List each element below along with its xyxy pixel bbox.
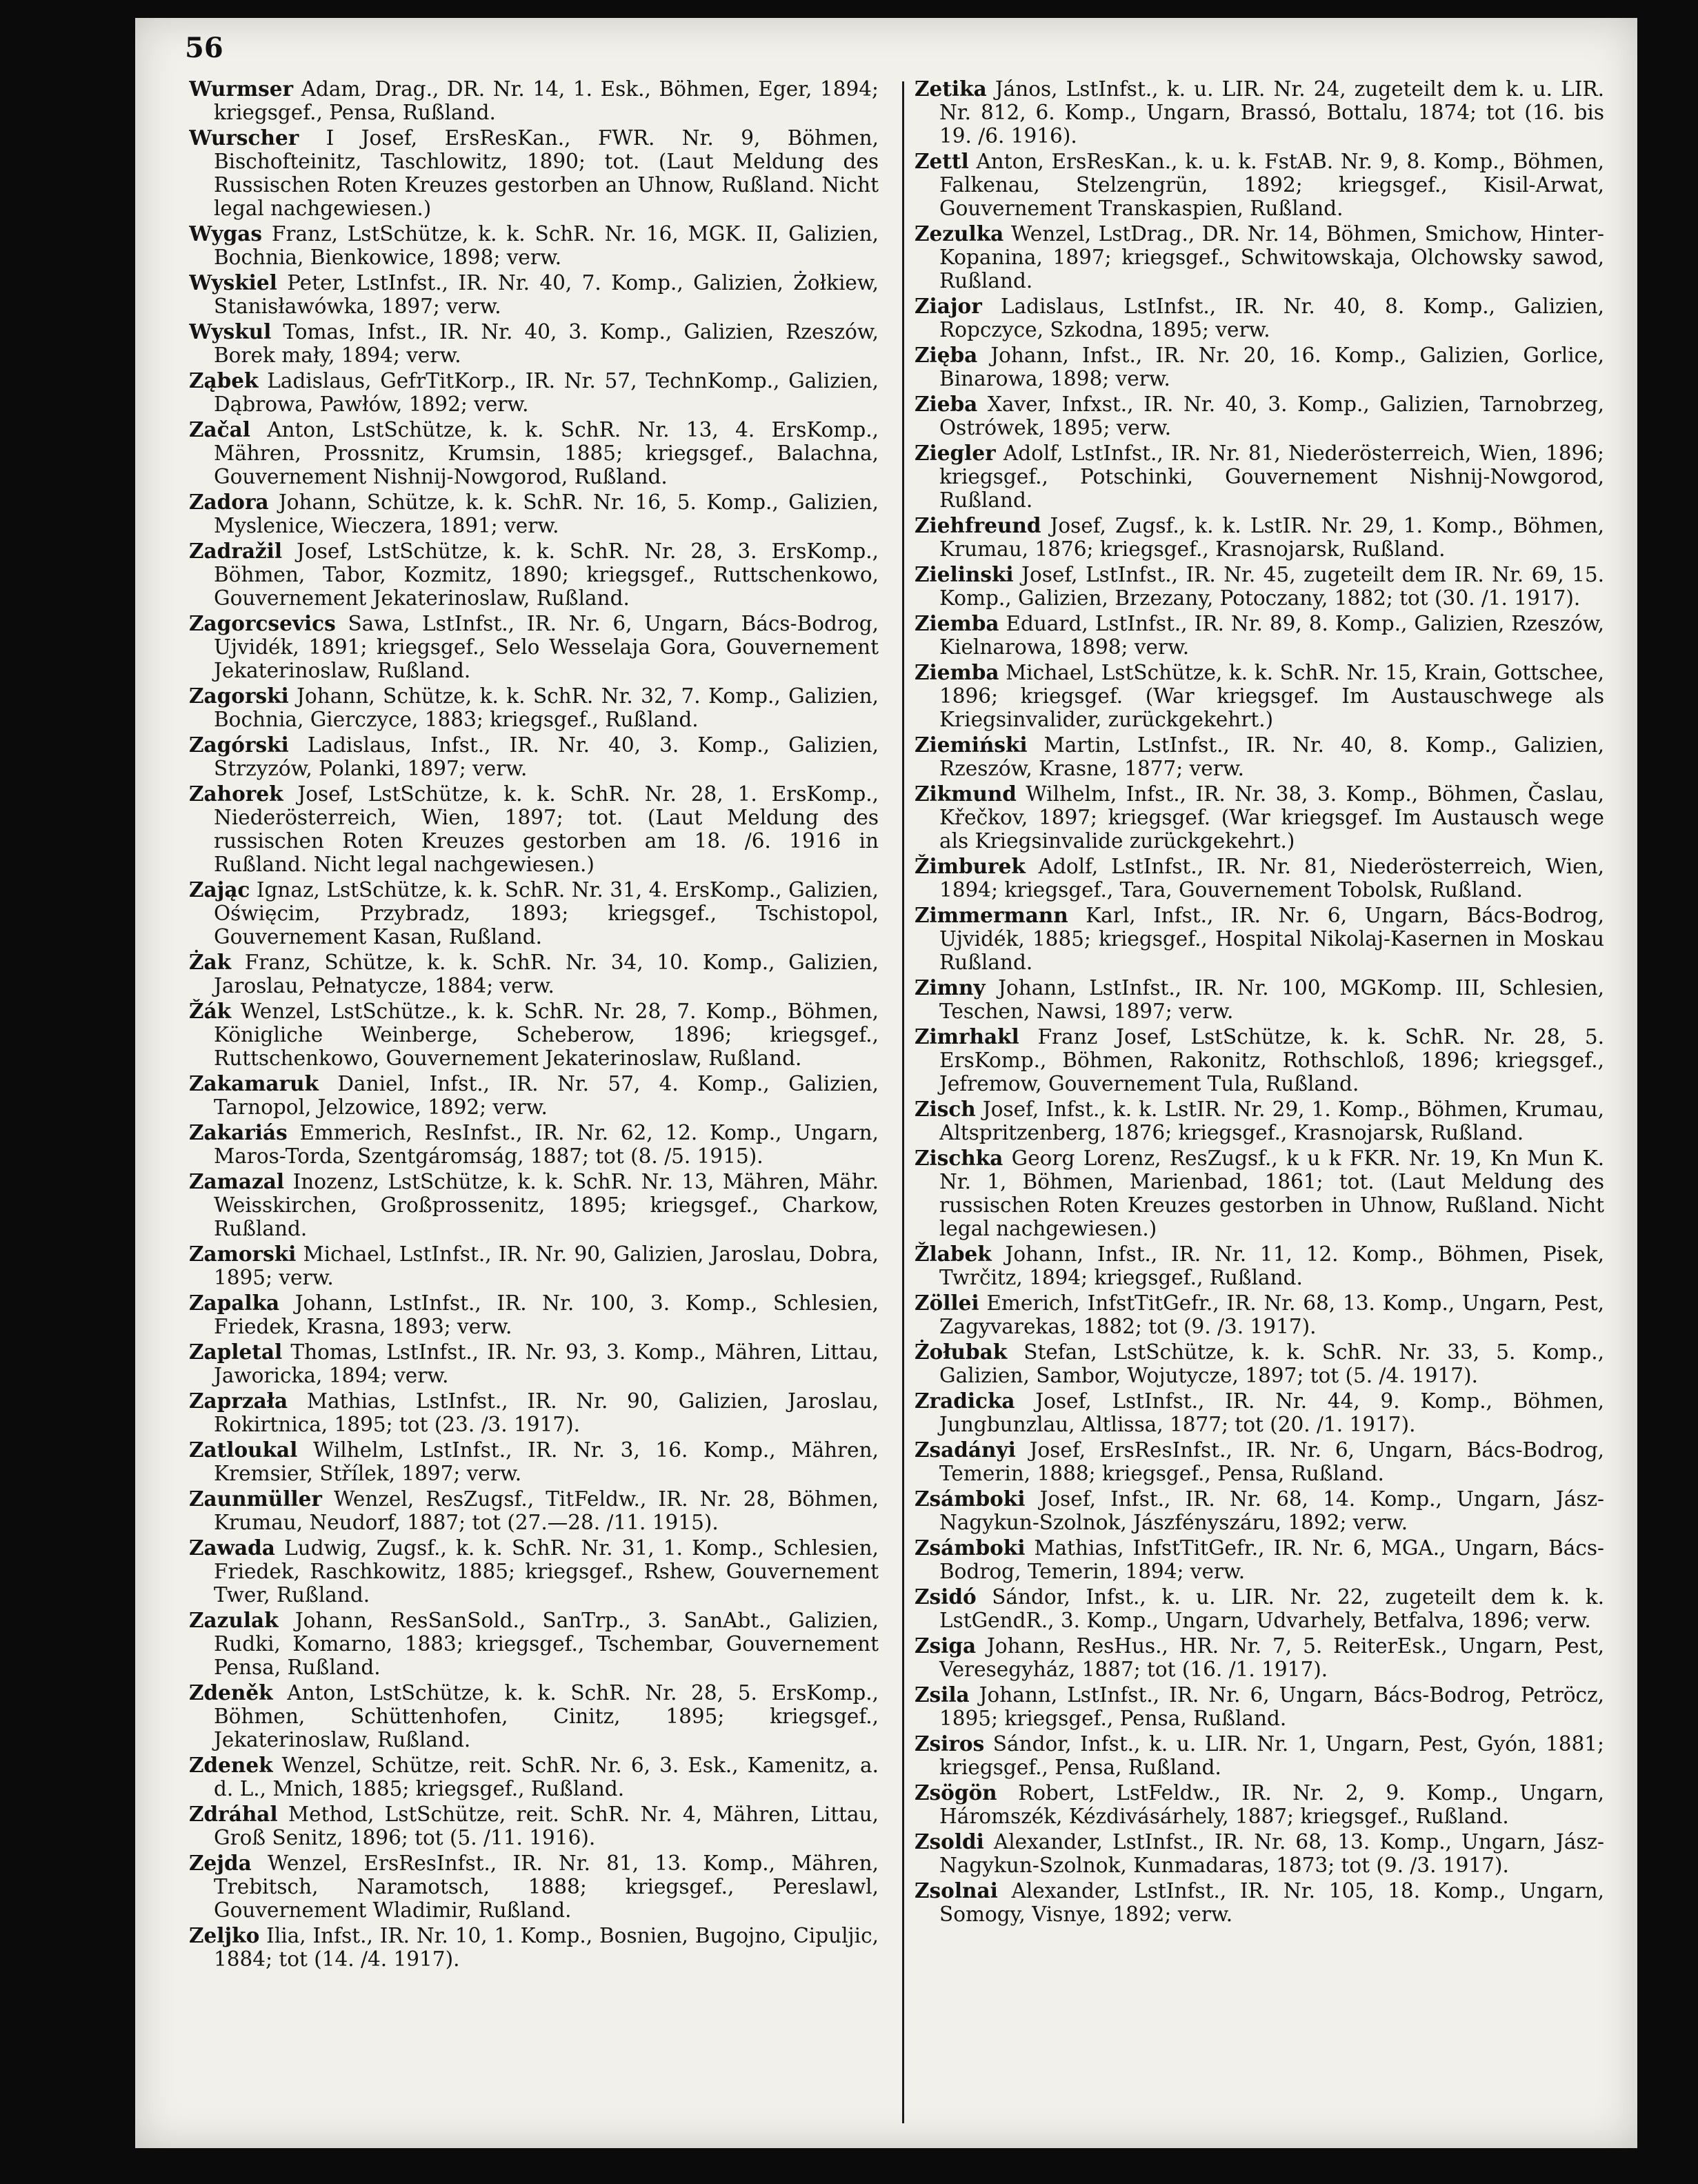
entry-details: Josef, LstSchütze, k. k. SchR. Nr. 28, 3. ErsKomp., Böhmen, Tabor, Kozmitz, 1890; kriegsgef., Ruttschenkowo, Gouvernement Jekaterinoslaw, Rußland. [214, 539, 879, 610]
entry-details: Robert, LstFeldw., IR. Nr. 2, 9. Komp., Ungarn, Háromszék, Kézdivásárhely, 1887; kriegsgef., Rußland. [939, 1781, 1604, 1828]
entry-surname: Zsila [915, 1682, 970, 1707]
entry-surname: Ziemba [915, 611, 999, 635]
register-entry [189, 77, 879, 124]
register-entry [189, 1681, 879, 1751]
entry-surname: Zsámboki [915, 1536, 1026, 1560]
entry-surname: Żak [189, 950, 232, 974]
register-entry [189, 612, 879, 682]
entry-details: Adolf, LstInfst., IR. Nr. 81, Niederösterreich, Wien, 1894; kriegsgef., Tara, Gouvernement Tobolsk, Rußland. [939, 855, 1604, 902]
entry-surname: Zejda [189, 1851, 252, 1875]
entry-details: Inozenz, LstSchütze, k. k. SchR. Nr. 13, Mähren, Mähr. Weisskirchen, Großprossenitz, 1895; kriegsgef., Charkow, Rußland. [214, 1170, 879, 1240]
entry-details: Sawa, LstInfst., IR. Nr. 6, Ungarn, Bács-Bodrog, Ujvidék, 1891; kriegsgef., Selo Wesselaja Gora, Gouvernement Jekaterinoslaw, Rußland. [214, 612, 879, 682]
register-entry [189, 418, 879, 488]
entry-details: Stefan, LstSchütze, k. k. SchR. Nr. 33, 5. Komp., Galizien, Sambor, Wojutycze, 1897; tot (5. /4. 1917). [939, 1340, 1604, 1387]
register-entry [915, 1025, 1604, 1095]
entry-surname: Zdeněk [189, 1680, 273, 1705]
entry-surname: Zaprzała [189, 1389, 288, 1413]
entry-surname: Wyskiel [189, 270, 277, 295]
entry-details: Emerich, InfstTitGefr., IR. Nr. 68, 13. Komp., Ungarn, Pest, Zagyvarekas, 1882; tot (9. /3. 1917). [939, 1291, 1604, 1338]
register-entry [189, 1340, 879, 1387]
entry-surname: Ziemiński [915, 733, 1028, 757]
entry-surname: Zamazal [189, 1169, 285, 1193]
register-entry [915, 514, 1604, 561]
register-entry [915, 1146, 1604, 1240]
register-entry [189, 1170, 879, 1240]
entry-surname: Žák [189, 999, 232, 1023]
entry-surname: Zsögön [915, 1780, 997, 1805]
entry-surname: Zsidó [915, 1585, 977, 1609]
entry-surname: Zawada [189, 1536, 275, 1560]
register-entry [189, 222, 879, 269]
entry-details: Johann, Infst., IR. Nr. 11, 12. Komp., Böhmen, Pisek, Twrčitz, 1894; kriegsgef., Rußland. [939, 1242, 1604, 1289]
register-entry [915, 904, 1604, 974]
entry-details: Karl, Infst., IR. Nr. 6, Ungarn, Bács-Bodrog, Ujvidék, 1885; kriegsgef., Hospital Nikolaj-Kasernen in Moskau Rußland. [939, 904, 1604, 974]
entry-details: Johann, LstInfst., IR. Nr. 100, 3. Komp., Schlesien, Friedek, Krasna, 1893; verw. [214, 1291, 879, 1338]
entry-surname: Zradicka [915, 1389, 1015, 1413]
entry-details: Georg Lorenz, ResZugsf., k u k FKR. Nr. 19, Kn Mun K. Nr. 1, Böhmen, Marienbad, 1861; tot. (Laut Meldung des russischen Roten Kreuzes gestorben in Uhnow, Rußland. Nicht legal nachgewiesen.) [939, 1146, 1604, 1240]
register-entry [189, 878, 879, 949]
register-entry [189, 271, 879, 318]
entry-surname: Ząbek [189, 368, 259, 393]
register-entry [915, 855, 1604, 902]
left-column [189, 77, 879, 2140]
entry-details: Thomas, LstInfst., IR. Nr. 93, 3. Komp., Mähren, Littau, Jaworicka, 1894; verw. [214, 1340, 879, 1387]
entry-surname: Zielinski [915, 562, 1014, 586]
register-entry [189, 1389, 879, 1436]
entry-surname: Zahorek [189, 782, 283, 806]
entry-surname: Zaunmüller [189, 1487, 322, 1511]
entry-surname: Żołubak [915, 1340, 1008, 1364]
entry-surname: Wurmser [189, 77, 294, 101]
register-entry [915, 1781, 1604, 1828]
entry-details: Sándor, Infst., k. u. LIR. Nr. 1, Ungarn, Pest, Gyón, 1881; kriegsgef., Pensa, Rußland. [939, 1732, 1604, 1779]
register-entry [915, 1340, 1604, 1387]
entry-details: Josef, LstInfst., IR. Nr. 44, 9. Komp., Böhmen, Jungbunzlau, Altlissa, 1877; tot (20. /1. 1917). [939, 1389, 1604, 1436]
register-entry [915, 563, 1604, 610]
entry-surname: Zadora [189, 490, 269, 514]
entry-details: Alexander, LstInfst., IR. Nr. 105, 18. Komp., Ungarn, Somogy, Visnye, 1892; verw. [939, 1879, 1604, 1926]
entry-surname: Zettl [915, 149, 969, 173]
entry-surname: Zsadányi [915, 1438, 1016, 1462]
register-entry [189, 951, 879, 997]
register-entry [189, 1609, 879, 1679]
entry-surname: Zimny [915, 975, 986, 1000]
entry-surname: Zapletal [189, 1340, 283, 1364]
entry-surname: Zając [189, 877, 250, 902]
entry-details: Anton, ErsResKan., k. u. k. FstAB. Nr. 9, 8. Komp., Böhmen, Falkenau, Stelzengrün, 1892; kriegsgef., Kisil-Arwat, Gouvernement Transkaspien, Rußland. [939, 150, 1604, 220]
entry-surname: Zapalka [189, 1291, 280, 1315]
entry-surname: Zisch [915, 1097, 976, 1121]
register-entry [915, 976, 1604, 1023]
entry-surname: Zsiros [915, 1731, 985, 1756]
register-entry [915, 1291, 1604, 1338]
entry-surname: Zadražil [189, 539, 283, 563]
register-entry [915, 393, 1604, 439]
entry-details: Ladislaus, GefrTitKorp., IR. Nr. 57, TechnKomp., Galizien, Dąbrowa, Pawłów, 1892; verw. [214, 369, 879, 416]
entry-surname: Zakariás [189, 1120, 288, 1144]
entry-details: Johann, Schütze, k. k. SchR. Nr. 32, 7. Komp., Galizien, Bochnia, Gierczyce, 1883; kriegsgef., Rußland. [214, 684, 879, 731]
register-entry [189, 1924, 879, 1971]
entry-surname: Zetika [915, 77, 987, 101]
entry-details: Wenzel, Schütze, reit. SchR. Nr. 6, 3. Esk., Kamenitz, a. d. L., Mnich, 1885; kriegsgef., Rußland. [214, 1754, 879, 1800]
register-entry [189, 1754, 879, 1800]
entry-details: Josef, LstInfst., IR. Nr. 45, zugeteilt dem IR. Nr. 69, 15. Komp., Galizien, Brzezany, Potoczany, 1882; tot (30. /1. 1917). [939, 563, 1604, 610]
register-entry [189, 320, 879, 367]
entry-surname: Zimmermann [915, 903, 1068, 927]
entry-details: Wilhelm, Infst., IR. Nr. 38, 3. Komp., Böhmen, Časlau, Křečkov, 1897; kriegsgef. (War kriegsgef. Im Austausch wege als Kriegsinvalide zurückgekehrt.) [939, 782, 1604, 853]
register-entry [915, 222, 1604, 292]
entry-surname: Zischka [915, 1146, 1003, 1170]
register-entry [915, 344, 1604, 390]
entry-details: Wenzel, LstDrag., DR. Nr. 14, Böhmen, Smichow, Hinter-Kopanina, 1897; kriegsgef., Schwitowskaja, Olchowsky sawod, Rußland. [939, 222, 1604, 292]
column-divider [902, 81, 904, 2123]
entry-details: Josef, Infst., IR. Nr. 68, 14. Komp., Ungarn, Jász-Nagykun-Szolnok, Jászfényszáru, 1892; verw. [939, 1487, 1604, 1534]
entry-details: Ludwig, Zugsf., k. k. SchR. Nr. 31, 1. Komp., Schlesien, Friedek, Raschkowitz, 1885; kriegsgef., Rshew, Gouvernement Twer, Rußland. [214, 1536, 879, 1607]
entry-details: Tomas, Infst., IR. Nr. 40, 3. Komp., Galizien, Rzeszów, Borek mały, 1894; verw. [214, 320, 879, 367]
entry-details: Anton, LstSchütze, k. k. SchR. Nr. 13, 4. ErsKomp., Mähren, Prossnitz, Krumsin, 1885; kriegsgef., Balachna, Gouvernement Nishnij-Nowgorod, Rußland. [214, 418, 879, 488]
register-entry [189, 1072, 879, 1119]
register-entry [915, 1487, 1604, 1534]
register-entry [915, 150, 1604, 220]
entry-details: Mathias, LstInfst., IR. Nr. 90, Galizien, Jaroslau, Rokirtnica, 1895; tot (23. /3. 1917). [214, 1389, 879, 1436]
entry-surname: Zöllei [915, 1291, 979, 1315]
register-entry [189, 1803, 879, 1849]
entry-details: Josef, Zugsf., k. k. LstIR. Nr. 29, 1. Komp., Böhmen, Krumau, 1876; kriegsgef., Krasnojarsk, Rußland. [939, 514, 1604, 561]
register-entry [915, 733, 1604, 780]
register-entry [915, 1879, 1604, 1926]
entry-details: Adam, Drag., DR. Nr. 14, 1. Esk., Böhmen, Eger, 1894; kriegsgef., Pensa, Rußland. [214, 77, 879, 124]
entry-details: Eduard, LstInfst., IR. Nr. 89, 8. Komp., Galizien, Rzeszów, Kielnarowa, 1898; verw. [939, 612, 1604, 659]
entry-details: Michael, LstSchütze, k. k. SchR. Nr. 15, Krain, Gottschee, 1896; kriegsgef. (War kriegsgef. Im Austauschwege als Kriegsinvalider, zurückgekehrt.) [939, 661, 1604, 731]
entry-details: Ladislaus, LstInfst., IR. Nr. 40, 8. Komp., Galizien, Ropczyce, Szkodna, 1895; verw. [939, 295, 1604, 341]
right-column [915, 77, 1604, 2140]
entry-surname: Zsoldi [915, 1829, 984, 1854]
register-entry [189, 684, 879, 731]
entry-details: Alexander, LstInfst., IR. Nr. 68, 13. Komp., Ungarn, Jász-Nagykun-Szolnok, Kunmadaras, 1873; tot (9. /3. 1917). [939, 1830, 1604, 1877]
entry-details: Emmerich, ResInfst., IR. Nr. 62, 12. Komp., Ungarn, Maros-Torda, Szentgáromság, 1887; tot (8. /5. 1915). [214, 1121, 879, 1168]
entry-surname: Zikmund [915, 782, 1017, 806]
entry-surname: Wurscher [189, 126, 299, 150]
entry-details: Wenzel, ErsResInfst., IR. Nr. 81, 13. Komp., Mähren, Trebitsch, Naramotsch, 1888; kriegsgef., Pereslawl, Gouvernement Wladimir, Rußland. [214, 1852, 879, 1922]
document-page [135, 18, 1637, 2148]
entry-details: Johann, ResSanSold., SanTrp., 3. SanAbt., Galizien, Rudki, Komarno, 1883; kriegsgef., Tschembar, Gouvernement Pensa, Rußland. [214, 1609, 879, 1679]
register-entry [189, 1000, 879, 1070]
entry-details: Franz Josef, LstSchütze, k. k. SchR. Nr. 28, 5. ErsKomp., Böhmen, Rakonitz, Rothschloß, 1896; kriegsgef., Jefremow, Gouvernement Tula, Rußland. [939, 1025, 1604, 1095]
register-entry [915, 1242, 1604, 1289]
register-entry [915, 1389, 1604, 1436]
entry-surname: Začal [189, 417, 250, 441]
entry-surname: Wyskul [189, 319, 272, 344]
entry-details: Mathias, InfstTitGefr., IR. Nr. 6, MGA., Ungarn, Bács-Bodrog, Temerin, 1894; verw. [939, 1536, 1604, 1583]
entry-surname: Zagórski [189, 733, 289, 757]
entry-surname: Žlabek [915, 1242, 992, 1266]
entry-details: Martin, LstInfst., IR. Nr. 40, 8. Komp., Galizien, Rzeszów, Krasne, 1877; verw. [939, 733, 1604, 780]
entry-surname: Zagorcsevics [189, 611, 336, 635]
register-entry [915, 1585, 1604, 1632]
entry-details: Johann, Schütze, k. k. SchR. Nr. 16, 5. Komp., Galizien, Myslenice, Wieczera, 1891; verw. [214, 490, 879, 537]
register-entry [915, 441, 1604, 512]
register-entry [189, 1121, 879, 1168]
entry-details: Michael, LstInfst., IR. Nr. 90, Galizien, Jaroslau, Dobra, 1895; verw. [214, 1242, 879, 1289]
entry-details: Wenzel, LstSchütze., k. k. SchR. Nr. 28, 7. Komp., Böhmen, Königliche Weinberge, Scheberow, 1896; kriegsgef., Ruttschenkowo, Gouvernement Jekaterinoslaw, Rußland. [214, 1000, 879, 1070]
register-entry [915, 1683, 1604, 1730]
entry-details: Josef, ErsResInfst., IR. Nr. 6, Ungarn, Bács-Bodrog, Temerin, 1888; kriegsgef., Pensa, Rußland. [939, 1438, 1604, 1485]
entry-details: Josef, Infst., k. k. LstIR. Nr. 29, 1. Komp., Böhmen, Krumau, Altspritzenberg, 1876; kriegsgef., Krasnojarsk, Rußland. [939, 1098, 1604, 1144]
entry-surname: Ziehfreund [915, 513, 1041, 537]
entry-details: Anton, LstSchütze, k. k. SchR. Nr. 28, 5. ErsKomp., Böhmen, Schüttenhofen, Cinitz, 1895; kriegsgef., Jekaterinoslaw, Rußland. [214, 1681, 879, 1751]
entry-details: Josef, LstSchütze, k. k. SchR. Nr. 28, 1. ErsKomp., Niederösterreich, Wien, 1897; tot. (Laut Meldung des russischen Roten Kreuzes gestorben am 18. /6. 1916 in Rußland. Nicht legal nachgewiesen.) [214, 782, 879, 876]
entry-surname: Wygas [189, 221, 262, 246]
entry-surname: Ziemba [915, 660, 999, 684]
entry-surname: Zdenek [189, 1753, 273, 1777]
entry-surname: Zakamaruk [189, 1071, 319, 1095]
entry-details: Sándor, Infst., k. u. LIR. Nr. 22, zugeteilt dem k. k. LstGendR., 3. Komp., Ungarn, Udvarhely, Betfalva, 1896; verw. [939, 1585, 1604, 1632]
register-entry [915, 1098, 1604, 1144]
entry-details: Ilia, Infst., IR. Nr. 10, 1. Komp., Bosnien, Bugojno, Cipuljic, 1884; tot (14. /4. 1917). [214, 1924, 879, 1971]
entry-surname: Zsiga [915, 1634, 977, 1658]
entry-details: Xaver, Infxst., IR. Nr. 40, 3. Komp., Galizien, Tarnobrzeg, Ostrówek, 1895; verw. [939, 393, 1604, 439]
register-entry [189, 1536, 879, 1607]
register-entry [915, 661, 1604, 731]
register-entry [189, 782, 879, 876]
entry-details: Wenzel, ResZugsf., TitFeldw., IR. Nr. 28, Böhmen, Krumau, Neudorf, 1887; tot (27.—28. /11. 1915). [214, 1487, 879, 1534]
entry-surname: Zimrhakl [915, 1024, 1019, 1049]
register-entry [189, 1291, 879, 1338]
register-entry [915, 1438, 1604, 1485]
register-entry [915, 77, 1604, 148]
entry-surname: Ziajor [915, 294, 982, 318]
entry-details: Johann, LstInfst., IR. Nr. 6, Ungarn, Bács-Bodrog, Petröcz, 1895; kriegsgef., Pensa, Rußland. [939, 1683, 1604, 1730]
register-entry [189, 539, 879, 610]
entry-details: Ignaz, LstSchütze, k. k. SchR. Nr. 31, 4. ErsKomp., Galizien, Oświęcim, Przybradz, 1893; kriegsgef., Tschistopol, Gouvernement Kasan, Rußland. [214, 878, 879, 949]
register-entry [915, 1634, 1604, 1681]
register-entry [915, 1830, 1604, 1877]
page-number: 56 [185, 32, 223, 64]
entry-details: Daniel, Infst., IR. Nr. 57, 4. Komp., Galizien, Tarnopol, Jelzowice, 1892; verw. [214, 1072, 879, 1119]
entry-details: Peter, LstInfst., IR. Nr. 40, 7. Komp., Galizien, Żołkiew, Stanisławówka, 1897; verw. [214, 271, 879, 318]
entry-surname: Zamorski [189, 1242, 297, 1266]
entry-details: Wilhelm, LstInfst., IR. Nr. 3, 16. Komp., Mähren, Kremsier, Střílek, 1897; verw. [214, 1438, 879, 1485]
register-entry [189, 1438, 879, 1485]
entry-surname: Zatloukal [189, 1438, 298, 1462]
entry-details: I Josef, ErsResKan., FWR. Nr. 9, Böhmen, Bischofteinitz, Taschlowitz, 1890; tot. (Laut Meldung des Russischen Roten Kreuzes gestorben an Uhnow, Rußland. Nicht legal nachgewiesen.) [214, 126, 879, 220]
entry-surname: Žimburek [915, 854, 1026, 878]
entry-details: Johann, ResHus., HR. Nr. 7, 5. ReiterEsk., Ungarn, Pest, Veresegyház, 1887; tot (16. /1. 1917). [939, 1634, 1604, 1681]
entry-details: Johann, Infst., IR. Nr. 20, 16. Komp., Galizien, Gorlice, Binarowa, 1898; verw. [939, 344, 1604, 390]
register-entry [189, 1852, 879, 1922]
entry-surname: Zsolnai [915, 1878, 998, 1903]
entry-surname: Zdráhal [189, 1802, 278, 1826]
register-entry [915, 782, 1604, 853]
entry-surname: Zezulka [915, 221, 1004, 246]
register-entry [189, 1487, 879, 1534]
register-entry [189, 490, 879, 537]
register-entry [915, 295, 1604, 341]
register-entry [189, 369, 879, 416]
entry-surname: Zieba [915, 392, 978, 416]
entry-surname: Zeljko [189, 1923, 260, 1947]
entry-surname: Zagorski [189, 684, 289, 708]
register-entry [915, 1536, 1604, 1583]
entry-surname: Zięba [915, 343, 978, 367]
entry-details: Franz, LstSchütze, k. k. SchR. Nr. 16, MGK. II, Galizien, Bochnia, Bienkowice, 1898; verw. [214, 222, 879, 269]
entry-details: Adolf, LstInfst., IR. Nr. 81, Niederösterreich, Wien, 1896; kriegsgef., Potschinki, Gouvernement Nishnij-Nowgorod, Rußland. [939, 441, 1604, 512]
register-entry [189, 126, 879, 220]
register-entry [915, 1732, 1604, 1779]
entry-details: Franz, Schütze, k. k. SchR. Nr. 34, 10. Komp., Galizien, Jaroslau, Pełnatycze, 1884; verw. [214, 951, 879, 997]
entry-surname: Ziegler [915, 441, 996, 465]
register-entry [189, 733, 879, 780]
entry-details: Method, LstSchütze, reit. SchR. Nr. 4, Mähren, Littau, Groß Senitz, 1896; tot (5. /11. 1916). [214, 1803, 879, 1849]
entry-surname: Zsámboki [915, 1487, 1026, 1511]
entry-surname: Zazulak [189, 1608, 279, 1632]
entry-details: Ladislaus, Infst., IR. Nr. 40, 3. Komp., Galizien, Strzyzów, Polanki, 1897; verw. [214, 733, 879, 780]
register-entry [915, 612, 1604, 659]
entry-details: Johann, LstInfst., IR. Nr. 100, MGKomp. III, Schlesien, Teschen, Nawsi, 1897; verw. [939, 976, 1604, 1023]
entry-details: János, LstInfst., k. u. LIR. Nr. 24, zugeteilt dem k. u. LIR. Nr. 812, 6. Komp., Ungarn, Brassó, Bottalu, 1874; tot (16. bis 19. /6. 1916). [939, 77, 1604, 148]
register-entry [189, 1242, 879, 1289]
